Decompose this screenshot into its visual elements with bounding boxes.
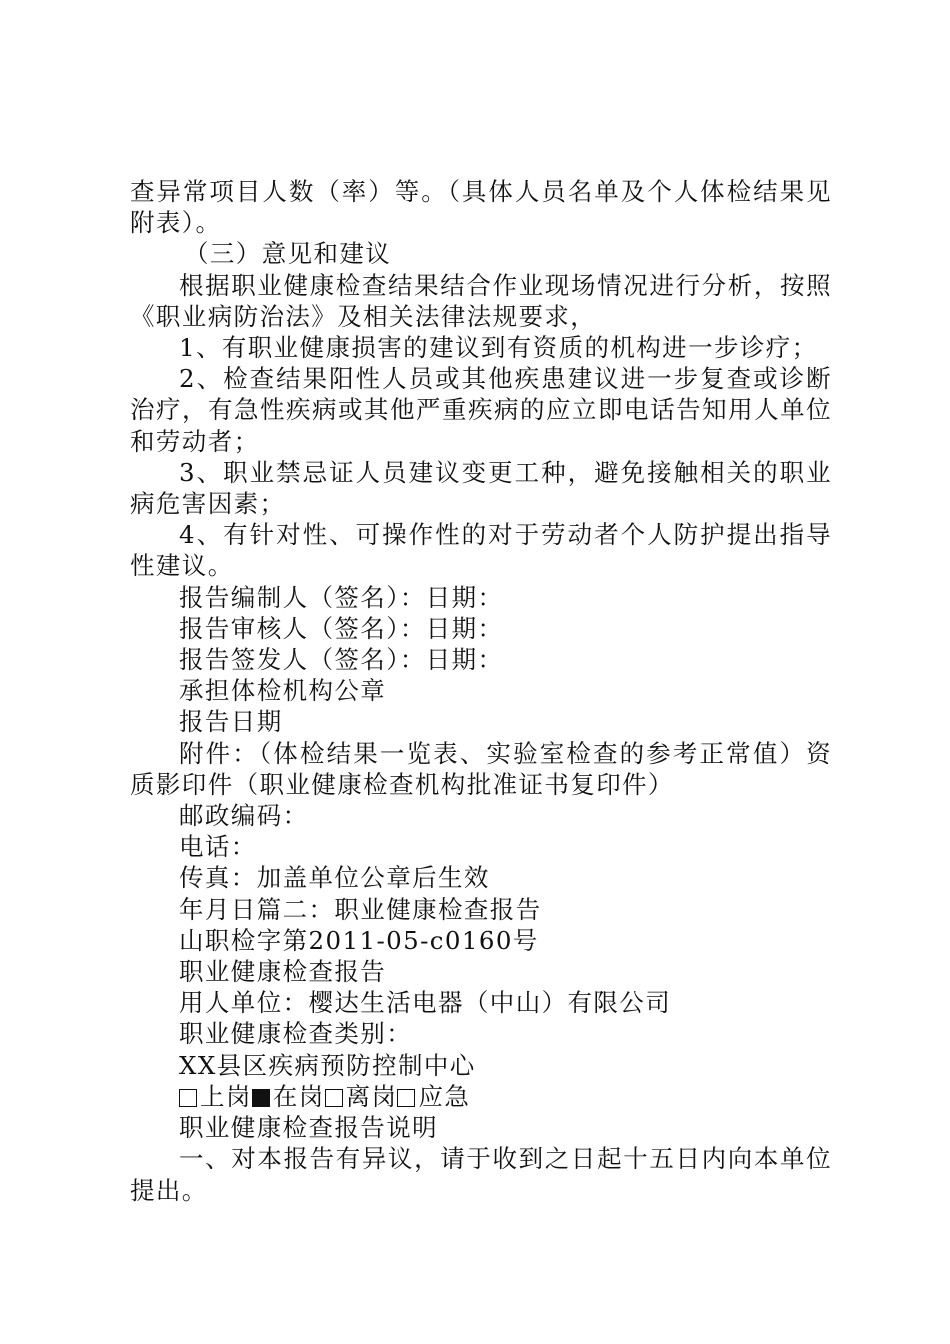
fax-line: 传真：加盖单位公章后生效 [179, 863, 490, 893]
unchecked-box-icon [179, 1089, 197, 1107]
section-heading-opinions: （三）意见和建议 [184, 239, 392, 269]
date-part-two-heading: 年月日篇二：职业健康检查报告 [179, 894, 542, 924]
attachment-paragraph: 附件：（体检结果一览表、实验室检查的参考正常值）资质影印件（职业健康检查机构批准证书复印件） [130, 738, 832, 799]
document-body [130, 176, 832, 1206]
unchecked-box-icon [325, 1089, 343, 1107]
report-date-line: 报告日期 [179, 707, 283, 737]
postal-code-line: 邮政编码： [179, 801, 309, 831]
report-issuer-line: 报告签发人（签名）：日期： [179, 645, 504, 675]
phone-line: 电话： [179, 832, 257, 862]
exam-category-options [130, 1081, 832, 1112]
suggestion-4: 4、有针对性、可操作性的对于劳动者个人防护提出指导性建议。 [130, 520, 832, 581]
report-title: 职业健康检查报告 [179, 957, 387, 987]
note-1: 一、对本报告有异议，请于收到之日起十五日内向本单位提出。 [130, 1144, 832, 1205]
checkbox-emergency[interactable]: 应急 [397, 1082, 470, 1111]
report-reviewer-line: 报告审核人（签名）：日期： [179, 613, 504, 643]
exam-category-line: 职业健康检查类别： [179, 1019, 413, 1049]
employer-line: 用人单位：樱达生活电器（中山）有限公司 [179, 988, 672, 1018]
document-number: 山职检字第2011-05-c0160号 [179, 925, 539, 955]
institution-seal-line: 承担体检机构公章 [179, 676, 387, 706]
checkbox-pre-employment[interactable]: 上岗 [179, 1082, 252, 1111]
checked-box-icon [252, 1089, 270, 1107]
unchecked-box-icon [397, 1089, 415, 1107]
checkbox-on-duty[interactable]: 在岗 [252, 1082, 325, 1111]
report-compiler-line: 报告编制人（签名）：日期： [179, 582, 504, 612]
cdc-name-line: XX县区疾病预防控制中心 [179, 1050, 476, 1080]
suggestion-2: 2、检查结果阳性人员或其他疾患建议进一步复查或诊断治疗，有急性疾病或其他严重疾病的应立即电话告知用人单位和劳动者； [130, 364, 832, 456]
checkbox-off-duty[interactable]: 离岗 [325, 1082, 398, 1111]
suggestion-3: 3、职业禁忌证人员建议变更工种，避免接触相关的职业病危害因素； [130, 457, 832, 519]
paragraph-analysis: 根据职业健康检查结果结合作业现场情况进行分析，按照《职业病防治法》及相关法律法规要求， [130, 270, 832, 331]
suggestion-1: 1、有职业健康损害的建议到有资质的机构进一步诊疗； [179, 333, 818, 363]
report-notes-title: 职业健康检查报告说明 [179, 1113, 438, 1143]
paragraph-abnormal-items: 查异常项目人数（率）等。（具体人员名单及个人体检结果见附表）。 [130, 177, 832, 238]
